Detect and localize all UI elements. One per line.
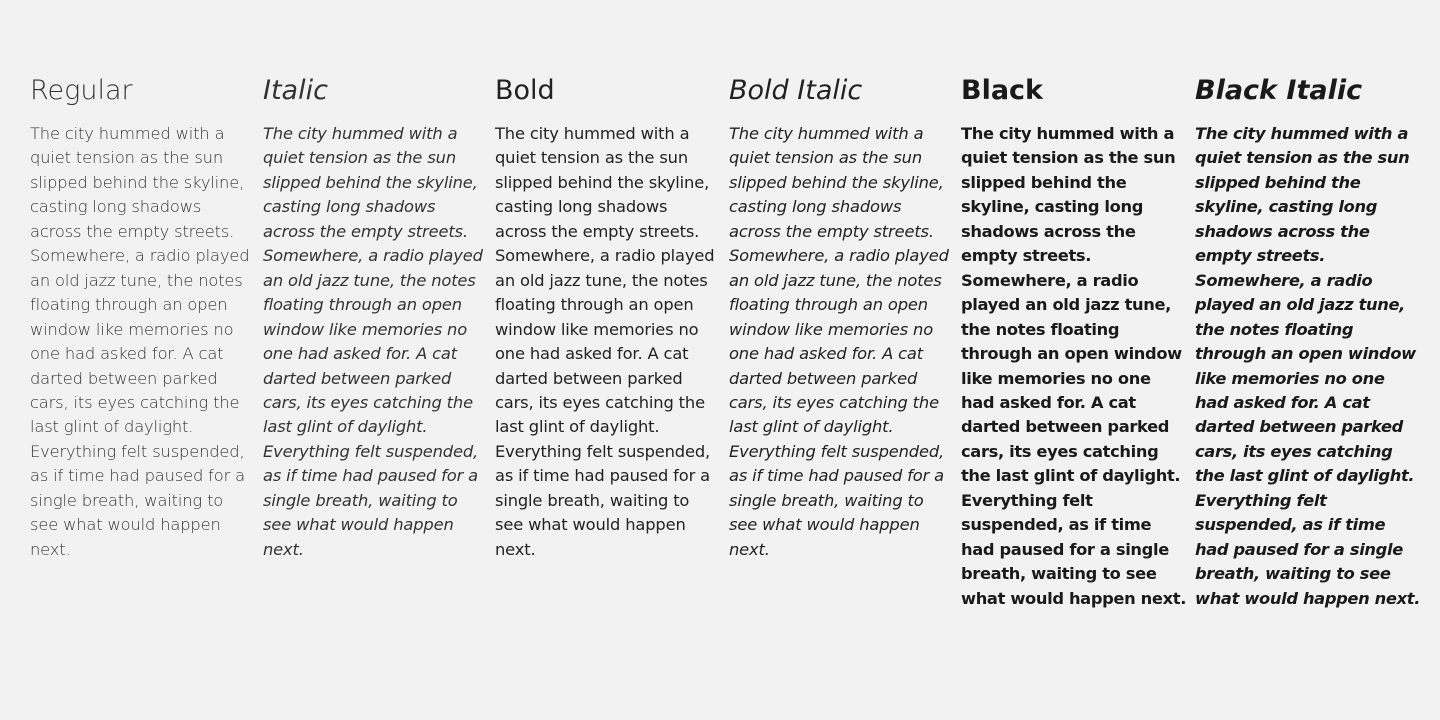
style-title-bold: Bold	[495, 75, 555, 106]
specimen-column-regular	[30, 72, 256, 562]
sample-paragraph-bold-italic: The city hummed with a quiet tension as the sun slipped behind the skyline, casting long shadows across the empty streets. Somewhere, a radio played an old jazz tune, the notes floating through an open window like memories no one had asked for. A cat darted between parked cars, its eyes catching the last glint of daylight. Everything felt suspended, as if time had paused for a single breath, waiting to see what would happen next.	[729, 124, 949, 559]
sample-paragraph-black: The city hummed with a quiet tension as the sun slipped behind the skyline, casting long shadows across the empty streets. Somewhere, a radio played an old jazz tune, the notes floating through an open window like memories no one had asked for. A cat darted between parked cars, its eyes catching the last glint of daylight. Everything felt suspended, as if time had paused for a single breath, waiting to see what would happen next.	[961, 124, 1187, 608]
sample-paragraph-bold: The city hummed with a quiet tension as the sun slipped behind the skyline, casting long shadows across the empty streets. Somewhere, a radio played an old jazz tune, the notes floating through an open window like memories no one had asked for. A cat darted between parked cars, its eyes catching the last glint of daylight. Everything felt suspended, as if time had paused for a single breath, waiting to see what would happen next.	[495, 124, 715, 559]
sample-paragraph-italic: The city hummed with a quiet tension as the sun slipped behind the skyline, casting long shadows across the empty streets. Somewhere, a radio played an old jazz tune, the notes floating through an open window like memories no one had asked for. A cat darted between parked cars, its eyes catching the last glint of daylight. Everything felt suspended, as if time had paused for a single breath, waiting to see what would happen next.	[263, 124, 483, 559]
specimen-column-italic	[263, 72, 489, 562]
sample-paragraph-black-italic: The city hummed with a quiet tension as the sun slipped behind the skyline, casting long shadows across the empty streets. Somewhere, a radio played an old jazz tune, the notes floating through an open window like memories no one had asked for. A cat darted between parked cars, its eyes catching the last glint of daylight. Everything felt suspended, as if time had paused for a single breath, waiting to see what would happen next.	[1195, 124, 1421, 608]
style-title-black: Black	[961, 75, 1044, 106]
style-title-bold-italic: Bold Italic	[729, 75, 863, 106]
style-title-black-italic: Black Italic	[1195, 75, 1363, 106]
specimen-column-bold-italic	[729, 72, 955, 562]
specimen-column-black-italic	[1195, 72, 1423, 611]
style-title-italic: Italic	[263, 75, 328, 106]
style-title-regular: Regular	[30, 75, 133, 106]
specimen-column-bold	[495, 72, 721, 562]
sample-paragraph-regular: The city hummed with a quiet tension as the sun slipped behind the skyline, casting long shadows across the empty streets. Somewhere, a radio played an old jazz tune, the notes floating through an open window like memories no one had asked for. A cat darted between parked cars, its eyes catching the last glint of daylight. Everything felt suspended, as if time had paused for a single breath, waiting to see what would happen next.	[30, 124, 250, 559]
specimen-column-black	[961, 72, 1187, 611]
